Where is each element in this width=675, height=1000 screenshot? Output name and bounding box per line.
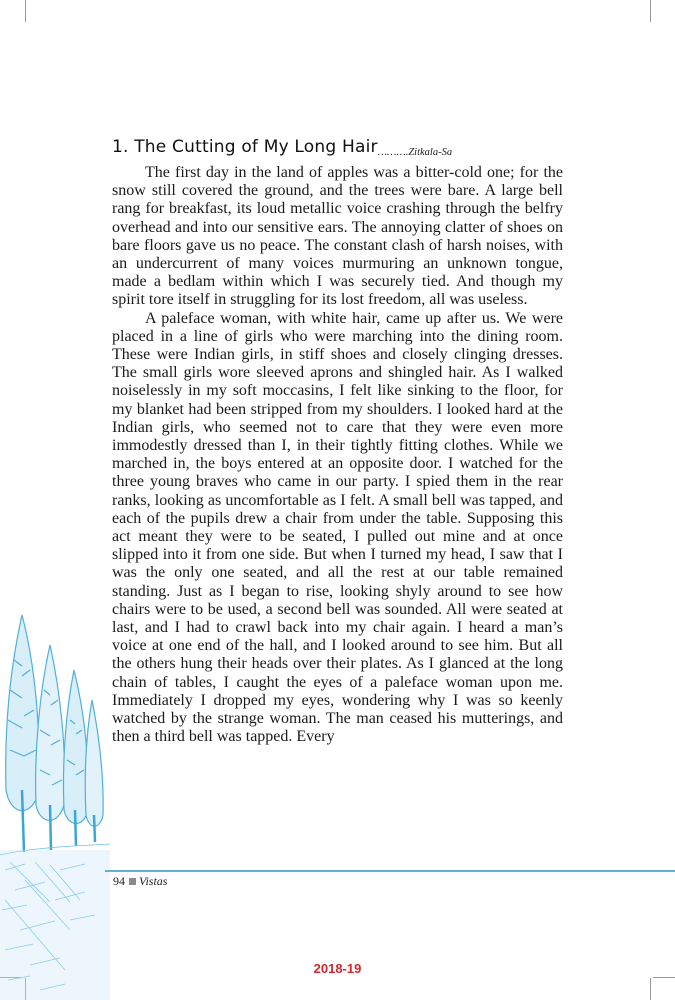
square-bullet-icon: [129, 878, 136, 885]
cypress-trees-illustration: [0, 600, 110, 1000]
crop-mark-bottom-right-h: [653, 977, 675, 978]
book-title: Vistas: [139, 874, 168, 888]
chapter-body: [112, 164, 563, 747]
paragraph-1: The first day in the land of apples was a bitter-cold one; for the snow still covered the ground, and the trees were bare. A large bell rang for breakfast, its loud metallic voice crashing through the belfry overhead and into our sensitive ears. The annoying clatter of shoes on bare floors gave us no peace. The constant clash of harsh noises, with an undercurrent of many voices murmuring an unknown tongue, made a bedlam within which I was securely tied. And though my spirit tore itself in struggling for its lost freedom, all was useless.: [112, 164, 563, 309]
paragraph-2: A paleface woman, with white hair, came up after us. We were placed in a line of girls who were marching into the dining room. These were Indian girls, in stiff shoes and closely clinging dresses. The small girls wore sleeved aprons and shingled hair. As I walked noiselessly in my soft moccasins, I felt like sinking to the floor, for my blanket had been stripped from my shoulders. I looked hard at the Indian girls, who seemed not to care that they were even more immodestly dressed than I, in their tightly fitting clothes. While we marched in, the boys entered at an opposite door. I watched for the three young braves who came in our party. I spied them in the rear ranks, looking as uncomfortable as I felt. A small bell was tapped, and each of the pupils drew a chair from under the table. Supposing this act meant they were to be seated, I pulled out mine and at once slipped into it from one side. But when I turned my head, I saw that I was the only one seated, and all the rest at our table remained standing. Just as I began to rise, looking shyly around to see how chairs were to be used, a second bell was sounded. All were seated at last, and I had to crawl back into my chair again. I heard a man’s voice at one end of the hall, and I looked around to see him. But all the others hung their heads over their plates. As I glanced at the long chain of tables, I caught the eyes of a paleface woman upon me. Immediately I dropped my eyes, wondering why I was so keenly watched by the strange woman. The man ceased his mutterings, and then a third bell was tapped. Every: [112, 309, 563, 746]
page-footer: [113, 874, 167, 889]
author-credit: ……….Zitkala-Sa: [377, 147, 453, 158]
crop-mark-top-left: [25, 0, 26, 22]
chapter-heading: [112, 137, 572, 157]
edition-year: 2018-19: [313, 961, 362, 976]
chapter-title: 1. The Cutting of My Long Hair: [112, 137, 378, 157]
footer-rule: [105, 870, 675, 872]
crop-mark-bottom-right: [650, 978, 651, 1000]
crop-mark-top-right: [650, 0, 651, 22]
page-number: 94: [113, 874, 125, 888]
